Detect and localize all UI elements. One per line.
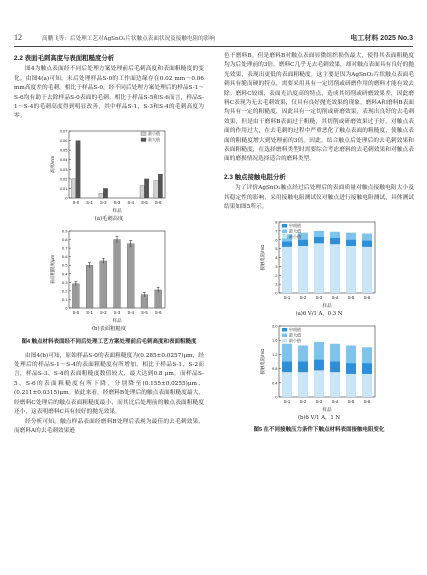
figure-4a-chart — [49, 126, 169, 214]
x-tick-label: S-2 — [100, 199, 107, 205]
y-tick-label: 0.5 — [61, 262, 68, 268]
y-tick-label: 5 — [275, 245, 278, 251]
bar — [346, 374, 356, 397]
y-tick-label: 0.4 — [271, 380, 278, 386]
legend-swatch — [282, 229, 287, 233]
y-tick-label: 0 — [65, 195, 68, 201]
y-tick-label: 0.1 — [61, 297, 68, 303]
y-tick-label: 0.3 — [61, 280, 68, 286]
legend-label: 最小值 — [148, 130, 160, 136]
y-tick-label: 8 — [275, 219, 278, 224]
figure-5a — [259, 217, 379, 309]
x-tick-label: S-5 — [347, 398, 355, 404]
x-tick-label: S-4 — [127, 199, 134, 205]
figure-4b — [49, 226, 169, 324]
y-tick-label: 0.8 — [61, 237, 68, 243]
y-tick-label: 0.7 — [61, 245, 68, 251]
figure-5-caption: 图5 在不同接触压力条件下触点材料表面接触电阻变化 — [253, 427, 385, 434]
x-tick-label: S-5 — [347, 294, 355, 300]
bar — [362, 374, 372, 397]
y-axis-label: 接触电阻/mΩ — [260, 348, 265, 375]
bar — [144, 179, 148, 198]
legend-label: 最大值 — [289, 228, 301, 233]
x-tick-label: S-3 — [113, 199, 121, 205]
x-tick-label: S-1 — [283, 294, 291, 300]
y-tick-label: 6 — [275, 236, 278, 242]
y-tick-label: 0.4 — [61, 271, 68, 277]
bar — [154, 181, 158, 198]
x-tick-label: S-5 — [141, 310, 148, 316]
x-tick-label: S-3 — [315, 398, 323, 404]
bar — [86, 265, 93, 308]
x-axis-label: 样品 — [322, 406, 332, 412]
paragraph: 色于磨料B。但是磨料B对触点表面显微组织损伤最大，使得其表面粗糙度均为后处理前的3倍。磨料C几乎无去毛刺效果，却对触点表面具有良好的抛光效果，表现出更低的表面粗糙度。这主要是因为AgSnO₂片状触点表面毛刺具有脆而硬的特点，需要采用具有一定切削或研磨作用的磨料才能有效去除；磨料C较细，表面光洁度高的特点，造成其切削或研磨效果差，因此磨料C表现为无去毛刺效果，仅具有良好抛光效果的现象。磨料A和磨料B表面均具有一定的粗糙度，因此具有一定切削或研磨效果，表现出良好的去毛刺效果，但是由于磨料B表面过于粗糙，其切削或研磨效果过于好，对触点表面的作用过大，在去毛刺的过程中严重恶化了触点表面的粗糙度，使触点表面的粗糙度增大到处理前的3倍。因此，结合触点后处理后的去毛刺效果和表面粗糙度，在选择磨料类型时需要综合考虑磨料的去毛刺效果和对触点表面的磨损情况选择适合的磨料类型。 — [224, 53, 414, 163]
running-title: 高鹏飞等：后处理工艺对AgSnO₂片状触点表面状况及接触电阻的影响 — [42, 36, 215, 42]
y-tick-label: 1.6 — [271, 337, 278, 343]
paragraph: 图4为触点表面经不同后处理方案处理前后毛刺高度和表面粗糙度的变化。由图4(a)可知，未后处理样品S-0的工作面边缘存在0.02 mm～0.06 mm高度差的毛刺。相比于样品S-0，经不同后处理方案处理后的样品S-1～S-6均有助于去除样品S-0表面的毛刺。相比于样品S-5和S-6而言，样品S-1～S-4的毛刺高度得到明显改善，其中样品S-1、S-3和S-4的毛刺高度为零。 — [14, 66, 204, 120]
figure-5a-chart — [259, 217, 379, 309]
figure-4a-caption: (a)毛刺高度 — [94, 215, 124, 222]
section-2-2-title: 2.2 表面毛刺高度与表面粗糙度分析 — [14, 55, 115, 62]
y-tick-label: 0 — [275, 394, 278, 400]
y-tick-label: 0.01 — [59, 185, 68, 191]
figure-4b-caption: (b)表面粗糙度 — [91, 326, 126, 333]
legend-swatch — [141, 132, 146, 136]
x-tick-label: S-0 — [72, 310, 80, 316]
legend-label: 最大值 — [148, 136, 160, 142]
legend-label: 最小值 — [289, 233, 301, 239]
x-tick-label: S-1 — [283, 398, 291, 404]
bar — [127, 244, 134, 308]
x-axis-label: 样品 — [112, 207, 122, 213]
bar — [330, 372, 340, 397]
y-tick-label: 0.6 — [61, 254, 68, 260]
page-number: 12 — [14, 33, 22, 42]
left-column — [14, 52, 204, 436]
figure-5b — [259, 321, 379, 413]
section-2-3-title: 2.3 触点接触电阻分析 — [224, 173, 286, 181]
page-header — [14, 33, 413, 45]
legend-swatch — [141, 138, 146, 142]
x-tick-label: S-4 — [331, 294, 339, 300]
x-axis-label: 样品 — [112, 318, 122, 324]
legend-swatch — [282, 333, 287, 337]
x-tick-label: S-4 — [331, 398, 339, 404]
x-tick-label: S-2 — [299, 294, 307, 300]
bar — [362, 246, 372, 292]
y-tick-label: 0.04 — [59, 157, 68, 163]
y-tick-label: 0.05 — [59, 147, 68, 153]
bar — [314, 370, 324, 397]
legend-label: 中间值 — [289, 222, 301, 228]
x-tick-label: S-5 — [141, 199, 148, 205]
bar — [282, 246, 292, 292]
bar — [314, 243, 324, 293]
figure-4-caption: 图4 触点材料表面经不同后处理工艺方案处理前后毛刺高度和表面粗糙度 — [21, 338, 197, 345]
y-tick-label: 3 — [275, 263, 278, 269]
x-tick-label: S-6 — [154, 310, 162, 316]
y-axis-label: 表面粗糙度/μm — [50, 255, 55, 285]
figure-5b-caption: (b)6 V/1 A，1 N — [297, 414, 341, 421]
figure-4a — [49, 126, 169, 214]
bar — [76, 140, 80, 197]
legend-label: 最大值 — [289, 332, 301, 338]
legend-swatch — [282, 339, 287, 343]
paragraph: 经分析可知，触点样品表面经磨料B处理后表现为最佳的去毛刺效果，而磨料A的去毛刺效果逊 — [14, 418, 204, 434]
y-tick-label: 2.0 — [271, 323, 278, 329]
bar — [103, 188, 107, 198]
y-tick-label: 0.02 — [59, 176, 68, 182]
bar — [282, 372, 292, 397]
y-tick-label: 0.8 — [271, 366, 278, 372]
y-tick-label: 0 — [275, 290, 278, 295]
paragraph: 为了评价AgSnO₂触点经过后处理后的表面质量对触点接触电阻大小及其稳定性的影响，采用接触电阻测试仪对触点进行接触电阻测试，具体测试结果如图5所示。 — [224, 185, 414, 211]
bar — [114, 240, 121, 308]
x-tick-label: S-0 — [72, 199, 80, 205]
bar — [100, 261, 107, 308]
right-column — [224, 52, 414, 440]
legend-swatch — [282, 224, 287, 228]
legend-label: 最小值 — [289, 337, 301, 343]
paragraph: 由图4(b)可知，原始样品S-0的表面粗糙度为(0.285±0.0257)μm，经处理后的样品S-1～S-4的表面粗糙度有所增加。相比于样品S-1、S-2而言，样品S-3、S-4的表面粗糙度数值较大，最大达到0.8 μm。而样品S-5、S-6的表面粗糙度有所下降，分别降至(0.155±0.0255)μm、(0.211±0.0315)μm。依此来看，经磨料B处理后的触点表面粗糙度最大，经磨料C处理后的触点表面粗糙度最小，而其比后处理前的触点表面粗糙度还小，这表明磨料C具有较好的抛光效果。 — [14, 352, 204, 416]
legend-swatch — [282, 235, 287, 239]
figure-4b-chart — [49, 226, 169, 324]
y-axis-label: 高度/mm — [50, 155, 55, 174]
bar — [140, 185, 144, 197]
y-tick-label: 0 — [65, 305, 68, 311]
bar — [99, 193, 103, 198]
x-tick-label: S-1 — [86, 310, 93, 316]
y-tick-label: 0.07 — [59, 128, 68, 134]
legend-swatch — [282, 328, 287, 332]
x-tick-label: S-6 — [363, 294, 371, 300]
y-tick-label: 0.03 — [59, 166, 68, 172]
x-tick-label: S-6 — [363, 398, 371, 404]
x-tick-label: S-4 — [127, 310, 134, 316]
journal-name: 电工材料 2025 No.3 — [350, 35, 413, 42]
bar — [330, 244, 340, 293]
bar — [298, 245, 308, 292]
y-tick-label: 7 — [275, 227, 278, 233]
figure-5b-chart — [259, 321, 379, 413]
bar — [71, 179, 75, 198]
y-tick-label: 0.2 — [61, 288, 68, 294]
y-tick-label: 1 — [275, 281, 278, 287]
x-tick-label: S-1 — [86, 199, 93, 205]
y-tick-label: 2 — [275, 272, 278, 278]
bar — [72, 284, 79, 308]
legend-label: 中间值 — [289, 326, 301, 332]
y-tick-label: 1.2 — [271, 351, 278, 357]
y-tick-label: 0.06 — [59, 137, 68, 143]
y-tick-label: 4 — [275, 254, 278, 260]
y-axis-label: 接触电阻/mΩ — [260, 244, 265, 270]
x-axis-label: 样品 — [322, 302, 332, 308]
x-tick-label: S-3 — [113, 310, 121, 316]
bar — [298, 372, 308, 397]
x-tick-label: S-2 — [299, 398, 307, 404]
x-tick-label: S-6 — [154, 199, 162, 205]
y-tick-label: 0.9 — [61, 228, 68, 234]
bar — [346, 245, 356, 292]
x-tick-label: S-3 — [315, 294, 323, 300]
x-tick-label: S-2 — [100, 310, 107, 316]
bar — [158, 174, 162, 198]
figure-5a-caption: (a)6 V/1 A，0.3 N — [295, 310, 343, 317]
header-rule — [14, 46, 413, 47]
